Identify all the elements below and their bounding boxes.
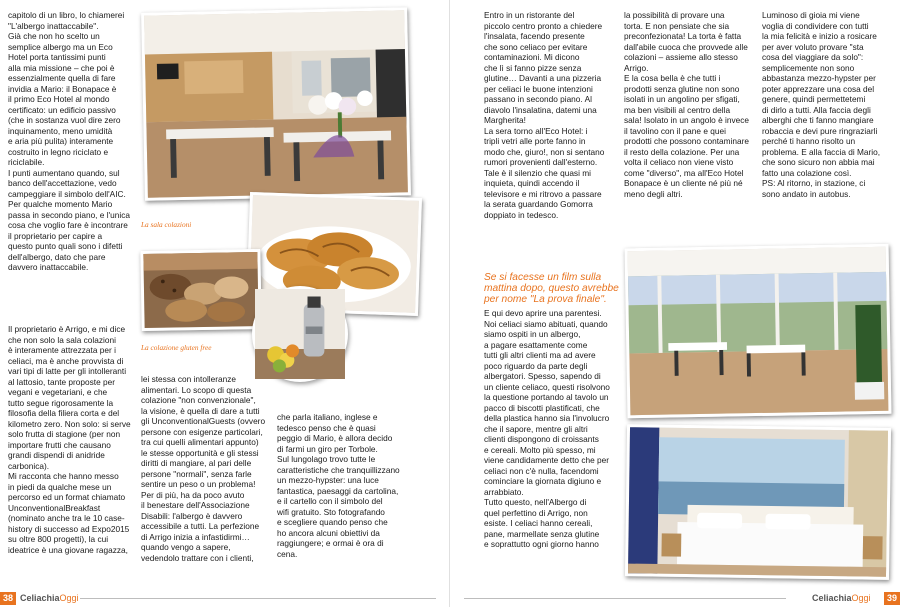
left-column3: che parla italiano, inglese e tedesco penso che è quasi peggio di Mario, è allora decido di farmi un giro per Torbole. Sul lungolago trovo tutte le caratteristiche che tranquillizzano un mezzo-hypster: una luce fantastica, paesaggi da cartolina, e il cartello con il simbolo del wifi gratuito. Sto fotografando e scegliere quando penso che ho ancora alcuni obiettivi da raggiungere; e ormai è ora di cena. (277, 412, 400, 559)
left-column1-top: capitolo di un libro, lo chiamerei "L'albergo inattaccabile". Già che non ho scelto un semplice albergo ma un Eco Hotel porta tantissimi punti alla mia missione – che poi è essenzialmente quella di farе invidia a Mario: il Bonapace è il primo Eco Hotel al mondo certificato: un edificio passivo (che in sostanza vuol dire zero inquinamento, meno umidità e aria più pulita) interamente costruito in legno riciclato e riciclabile. I punti aumentano quando, sul banco dell'accettazione, vedo campeggiare il simbolo dell'AIC. Per qualche momento Mario passa in secondo piano, e l'unica cosa che voglio fare è incontrare il proprietario per capire a questo punto quali sono i difetti dell'albergo, dato che pare davvero inattaccabile. (8, 10, 130, 272)
caption-breakfast-room: La sala colazioni (141, 220, 192, 229)
juicer-circle-photo (252, 286, 348, 382)
breakfast-room-photo (141, 7, 411, 201)
left-column1-bottom: Il proprietario è Arrigo, e mi dice che non solo la sala colazioni è interamente attrezzata per i celiaci, ma è anche provvista di vari tipi di latte per gli intolleranti al lattosio, tante proposte per vegani e vegetariani, e che tutto segue rigorosamente la filosofia della filiera corta e del kilometro zero. Non solo: si serve solo frutta di stagione (per non importare frutti che causano grandi dispendi di anidride carbonica). Mi racconta che hanno messo in piedi da qualche mese un percorso ed un format chiamato UnconventionalBreakfast (nominato anche tra le 10 case- history di successo ad Expo2015 su oltre 800 progetti), la cui ideatrice è una giovane ragazza, (8, 324, 131, 555)
caption-gluten-free: La colazione gluten free (141, 343, 212, 352)
brand-name-left: Celiachia (20, 593, 60, 603)
brand-suffix-right: Oggi (851, 593, 871, 603)
brand-left (20, 592, 79, 605)
right-footer (450, 590, 900, 607)
veranda-photo (625, 244, 892, 419)
footer-rule-right (464, 598, 786, 599)
brand-right (812, 592, 871, 605)
left-column2: lei stessa con intolleranze alimentari. Lo scopo di questa colazione "non convenzionale", la visione, è quella di dare a tutti gli UnconventionalGuests (ovvero persone con esigenze particolari, tra cui quelli alimentari appunto) le stesse opportunità e gli stessi diritti di mangiare, al pari delle persone "normali", senza farle sentire un peso o un problema! Per di più, ha da poco avuto il benestare dell'Associazione Disabili: l'albergo è davvero accessibile a tutti. La perfezione di Arrigo inizia a infastidirmi… quando vengo a sapere, vedendolo trattare con i clienti, (141, 374, 266, 563)
right-page (450, 0, 900, 607)
right-column1-top: Entro in un ristorante del piccolo centro pronto a chiedere l'insalata, facendo presente che sono celiaco per evitare contaminazioni. Mi dicono che lì si fanno pizze senza glutine… Davanti a una pizzeria per celiaci le buone intenzioni passano in secondo piano. Al diavolo l'insalatina, datemi una Margherita! La sera torno all'Eco Hotel: i tripli vetri alle porte fanno in modo che, giuro!, non si sentano rumori provenienti dall'esterno. Tale è il silenzio che quasi mi inquieta, quindi accendo il televisore e mi ritrovo a passare la serata guardando Gomorra doppiato in tedesco. (484, 10, 605, 220)
bedroom-photo (625, 424, 891, 580)
right-column3: Luminoso di gioia mi viene voglia di condividere con tutti la mia felicità e inizio a rosicare per aver voluto provare "sta cosa del viaggiare da solo": semplicemente non sono abbastanza mezzo-hypster per poter apprezzare una cosa del genere, quindi permettetemi di dirlo a tutti. Alla faccia degli alberghi che ti fanno mangiare robaccia e devi pure ringraziarli perché ti hanno risolto un problema. E alla faccia di Mario, che sono sicuro non abbia mai fatto una colazione così. PS: Al ritorno, in stazione, ci sono andato in autobus. (762, 10, 881, 199)
left-footer (0, 590, 450, 607)
brand-name-right: Celiachia (812, 593, 852, 603)
right-subheading: Se si facesse un film sulla mattina dopo, questo avrebbe per nome "La prova finale". (484, 272, 619, 305)
page-number-right: 39 (884, 592, 900, 605)
brand-suffix-left: Oggi (59, 593, 79, 603)
right-column1-bottom: E qui devo aprire una parentesi. Noi celiaci siamo abituati, quando siamo ospiti in un albergo, a pagare esattamente come tutti gli altri clienti ma ad avere poco riguardo da parte degli albergatori. Spesso, sapendo di un cliente celiaco, questi risolvono la questione portando al tavolo un pacco di biscotti plastificati, che della plastica hanno sia l'involucro che il sapore, mentre gli altri clienti dispongono di croissants e cereali. Molto più spesso, mi viene candidamente detto che per celiaci non c'è nulla, facendomi cominciare la giornata digiuno e arrabbiato. Tutto questo, nell'Albergo di quel perfettino di Arrigo, non esiste. I celiaci hanno cereali, pane, marmellate senza glutine e soprattutto ogni giorno hanno (484, 308, 610, 549)
page-number-left: 38 (0, 592, 16, 605)
gluten-free-breakfast-photo (140, 249, 261, 331)
footer-rule-left (80, 598, 436, 599)
right-column2: la possibilità di provare una torta. E non pensiate che sia preconfezionata! La torta è fatta dall'abile cuoca che provvede alle colazioni – assieme allo stesso Arrigo. E la cosa bella è che tutti i prodotti senza glutine non sono isolati in un angolino per sfigati, ma ben visibili al centro della sala! Isolato in un angolo è invece il tavolino con il pane e quei prodotti che possono contaminare il resto della colazione. Per una volta il celiaco non viene visto come "diverso", ma all'Eco Hotel Bonapace è un cliente né più né meno degli altri. (624, 10, 750, 199)
